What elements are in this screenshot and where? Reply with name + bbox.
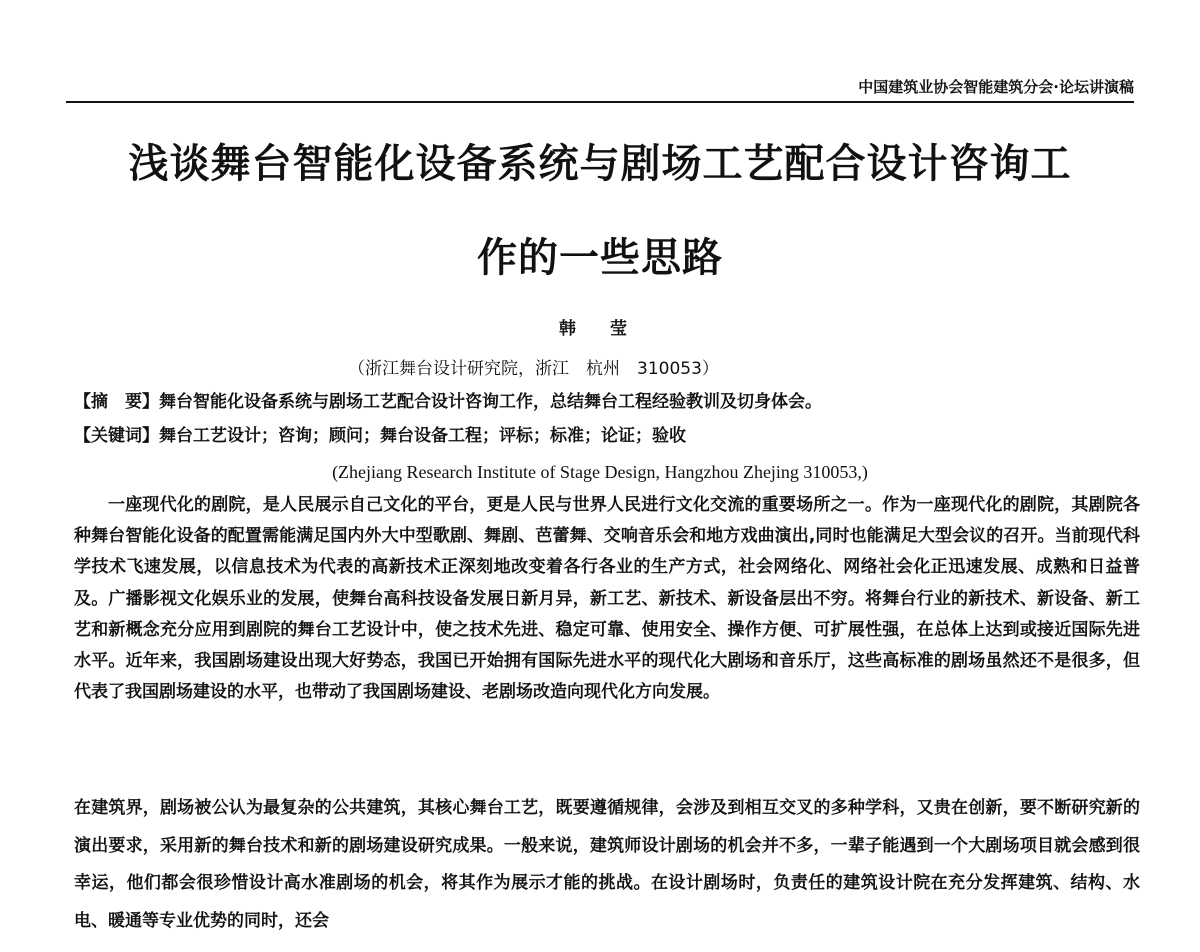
body-paragraph-1: 一座现代化的剧院，是人民展示自己文化的平台，更是人民与世界人民进行文化交流的重要场所之一。作为一座现代化的剧院，其剧院各种舞台智能化设备的配置需能满足国内外大中型歌剧、舞剧、芭蕾舞、交响音乐会和地方戏曲演出,同时也能满足大型会议的召开。当前现代科学技术飞速发展，以信息技术为代表的高新技术正深刻地改变着各行各业的生产方式，社会网络化、网络社会化正迅速发展、成熟和日益普及。广播影视文化娱乐业的发展，使舞台高科技设备发展日新月异，新工艺、新技术、新设备层出不穷。将舞台行业的新技术、新设备、新工艺和新概念充分应用到剧院的舞台工艺设计中，使之技术先进、稳定可靠、使用安全、操作方便、可扩展性强，在总体上达到或接近国际先进水平。近年来，我国剧场建设出现大好势态，我国已开始拥有国际先进水平的现代化大剧场和音乐厅，这些高标准的剧场虽然还不是很多，但代表了我国剧场建设的水平，也带动了我国剧场建设、老剧场改造向现代化方向发展。 [74, 495, 1140, 703]
header-rule [66, 101, 1134, 103]
keywords: 【关键词】舞台工艺设计；咨询；顾问；舞台设备工程；评标；标准；论证；验收 [74, 426, 686, 446]
affiliation-english: (Zhejiang Research Institute of Stage Design, Hangzhou Zhejing 310053,) [332, 462, 868, 482]
body-paragraph-2: 在建筑界，剧场被公认为最复杂的公共建筑，其核心舞台工艺，既要遵循规律，会涉及到相互交叉的多种学科，又贵在创新，要不断研究新的演出要求，采用新的舞台技术和新的剧场建设研究成果。一般来说，建筑师设计剧场的机会并不多，一辈子能遇到一个大剧场项目就会感到很幸运，他们都会很珍惜设计高水准剧场的机会，将其作为展示才能的挑战。在设计剧场时，负责任的建筑设计院在充分发挥建筑、结构、水电、暖通等专业优势的同时，还会 [74, 798, 1140, 931]
abstract: 【摘 要】舞台智能化设备系统与剧场工艺配合设计咨询工作，总结舞台工程经验教训及切身体会。 [74, 392, 822, 412]
running-header: 中国建筑业协会智能建筑分会·论坛讲演稿 [858, 78, 1134, 96]
author-name: 韩 莹 [559, 319, 641, 339]
paper-title-line-2: 作的一些思路 [477, 235, 723, 281]
paper-title-line-1: 浅谈舞台智能化设备系统与剧场工艺配合设计咨询工 [128, 141, 1072, 187]
author-affiliation: （浙江舞台设计研究院，浙江 杭州 310053） [348, 359, 719, 379]
